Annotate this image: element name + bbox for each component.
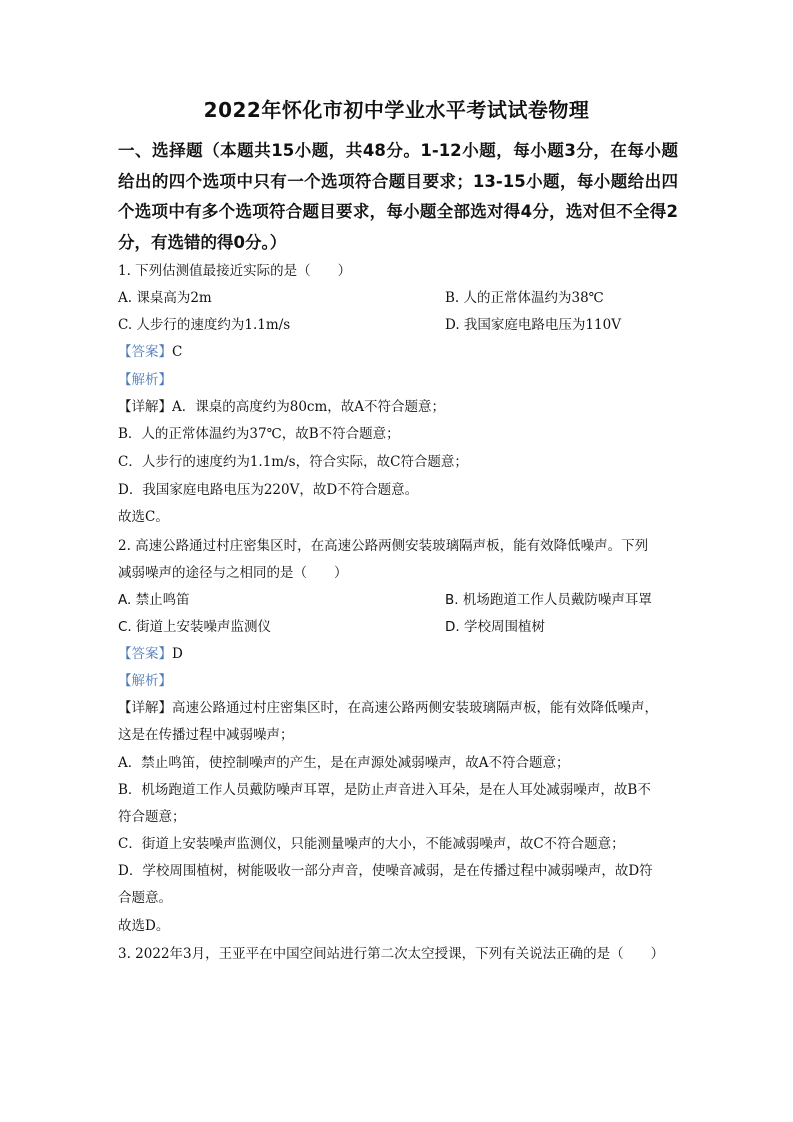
question-2-answer [118,644,183,664]
answer-value: C [172,344,183,360]
question-2-option-d: D. 学校周围植树 [445,619,545,635]
question-1-option-b: B. 人的正常体温约为38℃ [445,290,604,306]
question-2-detail-3: B．机场跑道工作人员戴防噪声耳罩，是防止声音进入耳朵，是在人耳处减弱噪声，故B不 [118,782,651,798]
detail-label: 【详解】 [118,700,172,716]
question-1-conclusion: 故选C。 [118,509,169,525]
question-1-option-a: A. 课桌高为2m [118,290,212,306]
answer-value: D [172,646,183,662]
answer-label: 【答案】 [118,646,172,662]
question-2-detail-4: 符合题意； [118,809,186,825]
question-2-detail-2: A．禁止鸣笛，使控制噪声的产生，是在声源处减弱噪声，故A不符合题意； [118,755,570,771]
question-2-stem-1: 减弱噪声的途径与之相同的是（ ） [118,565,348,581]
question-1-detail-2: C．人步行的速度约为1.1m/s，符合实际，故C符合题意； [118,454,468,470]
answer-label: 【答案】 [118,344,172,360]
question-2-stem-0: 2. 高速公路通过村庄密集区时，在高速公路两侧安装玻璃隔声板，能有效降低噪声。下列 [118,538,649,554]
question-1-stem: 1. 下列估测值最接近实际的是（ ） [118,263,352,279]
question-1-option-c: C. 人步行的速度约为1.1m/s [118,317,291,333]
question-2-detail-0 [118,698,658,718]
question-1-detail-1: B．人的正常体温约为37℃，故B不符合题意； [118,426,400,442]
question-1-analysis [118,370,172,390]
detail-label: 【详解】 [118,399,172,415]
question-2-option-b: B. 机场跑道工作人员戴防噪声耳罩 [445,592,652,608]
question-2-detail-1: 这是在传播过程中减弱噪声； [118,727,294,743]
section-heading: 一、选择题（本题共15小题，共48分。1-12小题，每小题3分，在每小题给出的四个选项中只有一个选项符合题目要求；13-15小题，每小题给出四个选项中有多个选项符合题目要求，每小题全部选对得4分，选对但不全得2分，有选错的得0分。） [118,141,678,252]
question-1-detail-3: D．我国家庭电路电压为220V，故D不符合题意。 [118,482,419,498]
question-2-option-c: C. 街道上安装噪声监测仪 [118,619,272,635]
question-2-detail-7: 合题意。 [118,890,172,906]
detail-text: 高速公路通过村庄密集区时，在高速公路两侧安装玻璃隔声板，能有效降低噪声， [172,700,658,716]
analysis-label: 【解析】 [118,372,172,388]
detail-text: A．课桌的高度约为80cm，故A不符合题意； [172,399,446,415]
question-2-conclusion: 故选D。 [118,918,170,934]
analysis-label: 【解析】 [118,673,172,689]
question-2-detail-6: D．学校周围植树，树能吸收一部分声音，使噪音减弱，是在传播过程中减弱噪声，故D符 [118,863,653,879]
question-1-option-d: D. 我国家庭电路电压为110V [445,317,621,333]
question-2-detail-5: C．街道上安装噪声监测仪，只能测量噪声的大小，不能减弱噪声，故C不符合题意； [118,836,625,852]
question-2-option-a: A. 禁止鸣笛 [118,592,190,608]
question-3-stem: 3. 2022年3月，王亚平在中国空间站进行第二次太空授课，下列有关说法正确的是（ ） [118,946,665,962]
question-1-detail-0 [118,397,445,417]
question-1-answer [118,342,182,362]
question-2-analysis [118,671,172,691]
document-title: 2022年怀化市初中学业水平考试试卷物理 [203,98,590,122]
